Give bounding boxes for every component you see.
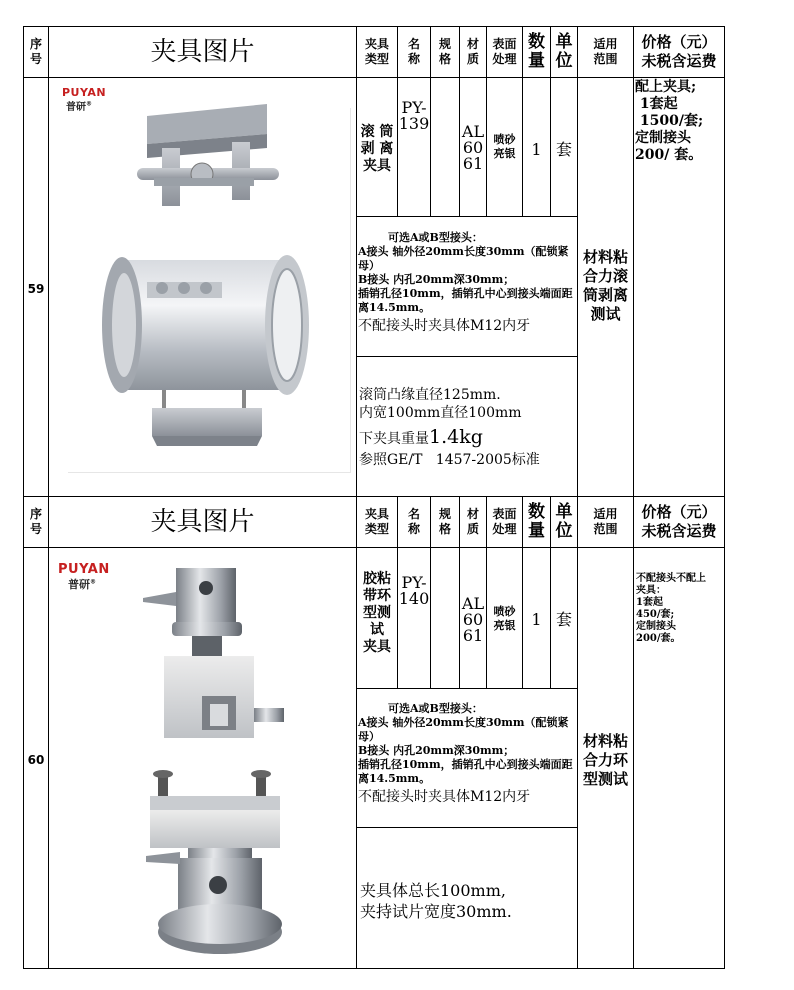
header-surface: 表面 处理: [492, 507, 517, 536]
unit-value: 套: [555, 140, 572, 159]
surface-value: 喷砂 亮银: [493, 133, 516, 160]
header-name: 名 称: [407, 507, 420, 536]
header-unit: 单 位: [555, 502, 573, 541]
header-seq: 序 号: [29, 507, 42, 536]
ring-test-fixture-drawing: [58, 560, 352, 960]
connector-options: [358, 702, 575, 806]
connector-b: B接头 内孔20mm深30mm；: [358, 273, 515, 286]
desc-line-2: 夹持试片宽度30mm.: [360, 902, 512, 921]
material-value: AL 60 61: [461, 594, 485, 645]
connector-pin: 插销孔径10mm，插销孔中心到接头端面距离14.5mm。: [358, 758, 573, 785]
header-scope: 适用 范围: [593, 507, 618, 536]
connector-b: B接头 内孔20mm深30mm；: [358, 744, 515, 757]
desc-line-1: 夹具体总长100mm,: [360, 881, 506, 900]
desc-weight-value: 1.4kg: [429, 426, 483, 448]
header-qty: 数 量: [528, 502, 545, 541]
quantity-value: 1: [531, 140, 542, 159]
row-number: 60: [27, 753, 45, 767]
fixture-description: [360, 880, 577, 922]
header-price: 价格（元） 未税含运费: [641, 33, 717, 70]
quantity-value: 1: [531, 610, 542, 629]
application-scope: 材料粘 合力滚 筒剥离 测试: [582, 248, 628, 323]
desc-line-4: 参照GE/T 1457-2005标准: [359, 452, 540, 468]
row-number: 59: [27, 282, 45, 296]
header-type: 夹具 类型: [364, 507, 389, 536]
header-image: 夹具图片: [150, 507, 255, 537]
connector-options: [358, 231, 575, 335]
logo-text-en: PUYAN: [62, 86, 107, 99]
product-image: [58, 560, 352, 960]
connector-a: A接头 轴外径20mm长度30mm（配锁紧母）: [358, 716, 569, 743]
header-material: 材 质: [466, 37, 479, 66]
desc-weight-label: 下夹具重量: [359, 431, 429, 447]
logo-reg-mark: ®: [90, 578, 96, 586]
logo-reg-mark: ®: [86, 100, 92, 108]
header-unit: 单 位: [555, 32, 573, 71]
application-scope: 材料粘 合力环 型测试: [582, 732, 628, 788]
fixture-type: 滚 筒 剥 离 夹具: [360, 124, 394, 174]
roller-peel-fixture-drawing: [62, 86, 352, 476]
price-text: 不配接头不配上 夹具： 1套起 450/套; 定制接头 200/套。: [636, 573, 706, 644]
connector-note: 不配接头时夹具体M12内牙: [358, 318, 531, 334]
header-surface: 表面 处理: [492, 37, 517, 66]
header-scope: 适用 范围: [593, 37, 618, 66]
header-name: 名 称: [407, 37, 420, 66]
fixture-description: [359, 386, 576, 469]
unit-value: 套: [555, 610, 572, 629]
header-type: 夹具 类型: [364, 37, 389, 66]
header-price: 价格（元） 未税含运费: [641, 503, 717, 540]
model-number: PY- 139: [398, 98, 430, 133]
connector-a: A接头 轴外径20mm长度30mm（配锁紧母）: [358, 245, 569, 272]
price-text: 配上夹具; 1套起 1500/套; 定制接头 200/ 套。: [635, 79, 704, 163]
surface-value: 喷砂 亮银: [493, 605, 516, 632]
connector-pin: 插销孔径10mm，插销孔中心到接头端面距离14.5mm。: [358, 287, 573, 314]
header-spec: 规 格: [438, 507, 451, 536]
product-image: [62, 86, 352, 476]
connector-title: 可选A或B型接头：: [388, 702, 483, 715]
model-number: PY- 140: [398, 573, 430, 608]
material-value: AL 60 61: [461, 122, 485, 173]
desc-line-1: 滚筒凸缘直径125mm.: [359, 387, 501, 403]
desc-line-2: 内宽100mm直径100mm: [359, 405, 522, 421]
logo-text-en: PUYAN: [58, 562, 110, 577]
header-seq: 序 号: [29, 37, 42, 66]
fixture-type: 胶粘 带环 型测 试 夹具: [363, 571, 391, 655]
header-spec: 规 格: [438, 37, 451, 66]
connector-title: 可选A或B型接头：: [388, 231, 483, 244]
header-material: 材 质: [466, 507, 479, 536]
connector-note: 不配接头时夹具体M12内牙: [358, 789, 531, 805]
logo-text-cn: 普研: [66, 102, 86, 113]
logo-text-cn: 普研: [68, 578, 90, 591]
header-image: 夹具图片: [150, 37, 255, 67]
header-qty: 数 量: [528, 32, 545, 71]
